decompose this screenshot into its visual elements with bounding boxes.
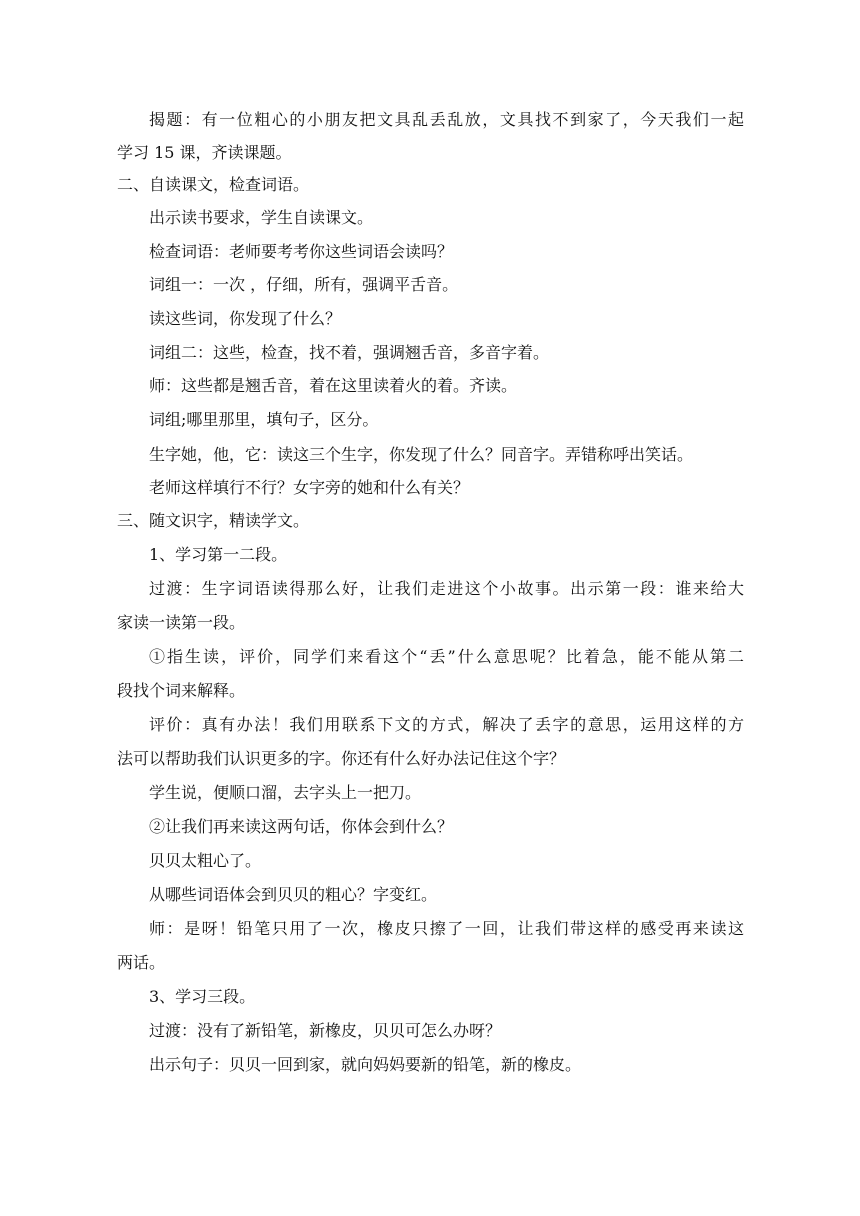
text-line [0,746,860,772]
text-line [0,848,860,874]
text-line-content: 法可以帮助我们认识更多的字。你还有什么好办法记住这个字？ [117,749,566,768]
text-line [0,205,860,231]
text-line-content: 学习 15 课，齐读课题。 [117,143,292,162]
text-line [0,814,860,840]
text-line [0,272,860,298]
text-line [0,306,860,332]
text-line-content: ①指生读，评价，同学们来看这个“丢”什么意思呢？比着急，能不能从第二 [149,647,744,666]
text-line-content: 从哪些词语体会到贝贝的粗心？字变红。 [149,885,438,904]
text-line [0,780,860,806]
text-line [0,508,860,534]
text-line-content: 评价：真有办法！我们用联系下文的方式，解决了丢字的意思，运用这样的方 [149,715,744,734]
text-line [0,140,860,166]
text-line-content: 家读一读第一段。 [117,613,246,632]
text-line [0,1018,860,1044]
text-line-content: 过渡：没有了新铅笔，新橡皮，贝贝可怎么办呀？ [149,1021,502,1040]
text-line-content: 读这些词，你发现了什么？ [149,309,342,328]
text-line [0,172,860,198]
text-line-content: 贝贝太粗心了。 [149,851,262,870]
text-line-content: 过渡：生字词语读得那么好，让我们走进这个小故事。出示第一段：谁来给大 [149,579,744,598]
text-line [0,610,860,636]
text-line-content: ②让我们再来读这两句话，你体会到什么？ [149,817,454,836]
text-line [0,950,860,976]
text-line-content: 段找个词来解释。 [117,681,246,700]
text-line-content: 出示句子：贝贝一回到家，就向妈妈要新的铅笔，新的橡皮。 [149,1055,582,1074]
text-line-content: 学生说，便顺口溜，去字头上一把刀。 [149,783,422,802]
text-line-content: 老师这样填行不行？女字旁的她和什么有关？ [149,478,470,497]
text-line [0,373,860,399]
text-line-content: 两话。 [117,953,166,972]
text-line [0,712,860,738]
text-line [0,576,860,602]
text-line-content: 三、随文识字，精读学文。 [117,511,310,530]
text-line-content: 师：是呀！铅笔只用了一次，橡皮只擦了一回，让我们带这样的感受再来读这 [149,919,744,938]
text-line [0,107,860,133]
text-line-content: 检查词语：老师要考考你这些词语会读吗？ [149,242,454,261]
text-line [0,916,860,942]
text-line [0,475,860,501]
text-line-content: 词组二：这些，检查，找不着，强调翘舌音，多音字着。 [149,343,550,362]
text-line [0,678,860,704]
text-line [0,340,860,366]
text-line [0,1052,860,1078]
text-line [0,644,860,670]
text-line-content: 师：这些都是翘舌音，着在这里读着火的着。齐读。 [149,376,518,395]
text-line-content: 二、自读课文，检查词语。 [117,175,310,194]
text-line-content: 揭题：有一位粗心的小朋友把文具乱丢乱放，文具找不到家了，今天我们一起 [149,110,744,129]
text-line [0,239,860,265]
text-line-content: 词组一：一次 ，仔细，所有，强调平舌音。 [149,275,459,294]
text-line-content: 词组;哪里那里，填句子，区分。 [149,410,379,429]
text-line [0,407,860,433]
text-line-content: 出示读书要求，学生自读课文。 [149,208,374,227]
text-line [0,984,860,1010]
text-line-content: 3、学习三段。 [149,987,256,1006]
text-line-content: 生字她，他，它：读这三个生字，你发现了什么？同音字。弄错称呼出笑话。 [149,445,694,464]
text-line [0,542,860,568]
text-line [0,882,860,908]
text-line-content: 1、学习第一二段。 [149,545,288,564]
text-line [0,442,860,468]
